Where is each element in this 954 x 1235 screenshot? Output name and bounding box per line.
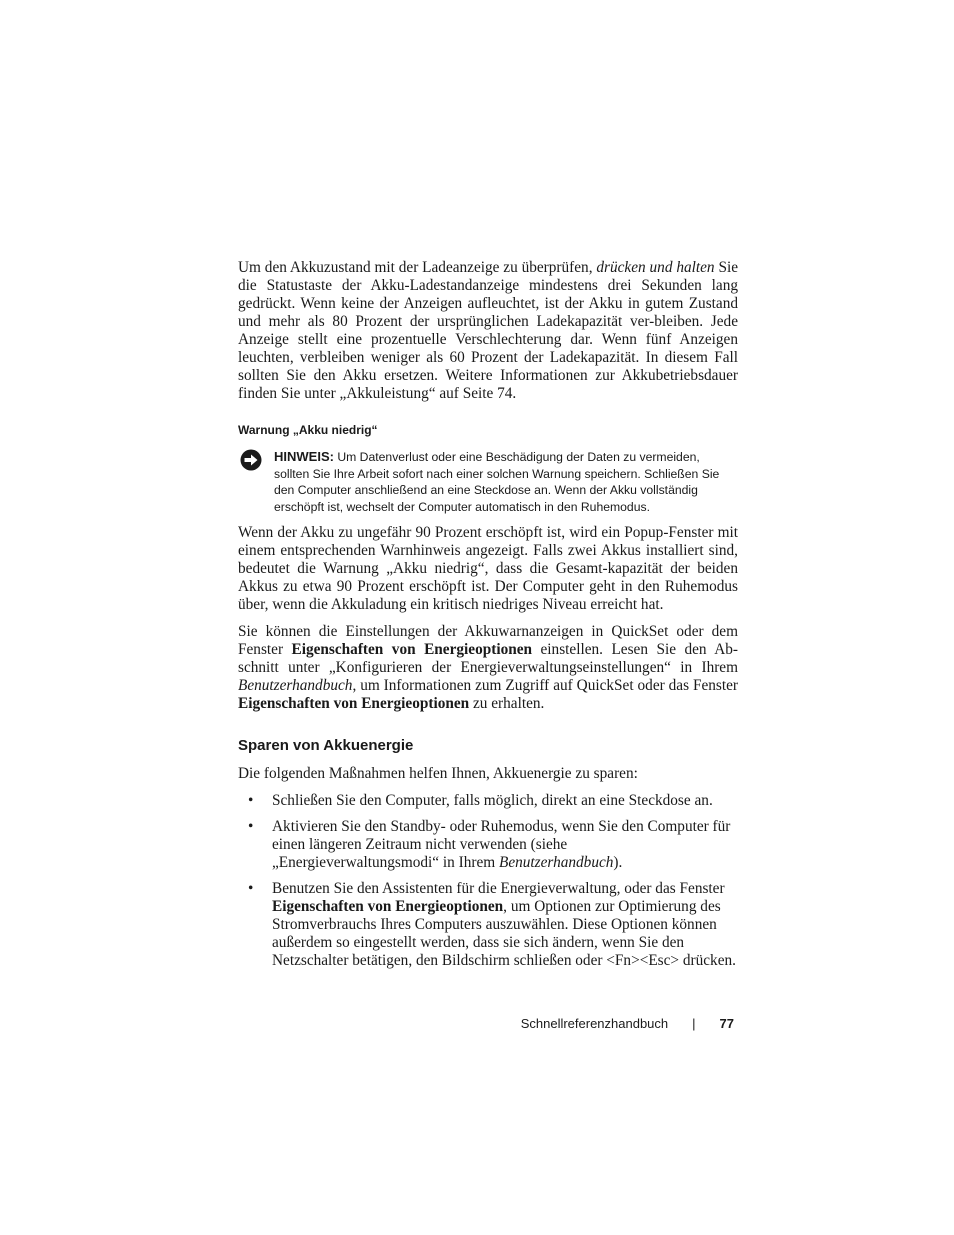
settings-text-b: einstellen. Lesen Sie den Ab-schnitt unter „Konfigurieren der Energieverwaltungseinstellungen“ in Ihrem [238,641,739,676]
settings-paragraph [238,623,738,713]
warning-paragraph: Wenn der Akku zu ungefähr 90 Prozent erschöpft ist, wird ein Popup-Fenster mit einem entsprechenden Warnhinweis angezeigt. Falls zwei Akkus installiert sind, bedeutet die Warnung „Akku niedrig“, dass die Gesamt-kapazität der beiden Akkus zu etwa 90 Prozent erschöpft ist. Der Computer geht in den Ruhemodus über, wenn die Akkuladung ein kritisch niedriges Niveau erreicht hat. [238,524,738,613]
page-content [238,259,738,978]
settings-bold-1: Eigenschaften von Energieoptionen [291,641,533,658]
list-item [238,880,738,970]
list-item [238,818,738,872]
page-number: 77 [719,1016,734,1031]
list-item-text: , um Optionen zur Optimierung des Stromverbrauchs Ihres Computers auszuwählen. Diese Optionen können außerdem so eingestellt werden, dass sie sich ändern, wenn Sie den Netzschalter betätigen, den Bildschirm schließen oder <Fn><Esc> drücken. [272,898,736,969]
intro-paragraph [238,259,738,403]
warning-heading: Warnung „Akku niedrig“ [238,423,378,437]
list-item-text: ). [613,854,623,871]
settings-text-d: zu erhalten. [469,695,545,712]
measures-list [238,792,738,970]
notice-box [238,449,738,515]
notice-body: Um Datenverlust oder eine Beschädigung der Daten zu vermeiden, sollten Sie Ihre Arbeit sofort nach einer solchen Warnung speichern. Schließen Sie den Computer anschließend an eine Steckdose an. Wenn der Akku vollständig erschöpft ist, wechselt der Computer automatisch in den Ruhemodus. [274,450,720,514]
settings-text-a: Sie können die Einstellungen der Akkuwarnanzeigen in QuickSet oder dem Fenster [238,623,738,658]
settings-italic: Benutzerhandbuch [238,677,353,694]
list-item-text: Aktivieren Sie den Standby- oder Ruhemodus, wenn Sie den Computer für einen längeren Zeitraum nicht verwenden (siehe „Energieverwaltungsmodi“ in Ihrem [272,818,731,871]
list-item-bold: Eigenschaften von Energieoptionen [272,898,504,915]
settings-bold-2: Eigenschaften von Energieoptionen [238,695,470,712]
bullet-icon: • [248,818,254,835]
intro-text-b: Sie die Statustaste der Akku-Ladestandanzeige mindestens drei Sekunden lang gedrückt. Wenn keine der Anzeigen aufleuchtet, ist der Akku in gutem Zustand und mehr als 80 Prozent der ursprünglichen Ladekapazität ver-bleiben. Jede Anzeige stellt eine prozentuelle Verschlechterung dar. Wenn fünf Anzeigen leuchten, verbleiben weniger als 60 Prozent der Ladekapazität. In diesem Fall sollten Sie den Akku ersetzen. Weitere Informationen zur Akkubetriebsdauer finden Sie unter „Akkuleistung“ auf Seite 74. [238,259,738,402]
bullet-icon: • [248,880,254,897]
footer-title: Schnellreferenzhandbuch [520,1016,669,1031]
measures-intro: Die folgenden Maßnahmen helfen Ihnen, Akkuenergie zu sparen: [238,765,638,782]
page-footer [238,1016,734,1032]
settings-text-c: , um Informationen zum Zugriff auf QuickSet oder das Fenster [352,677,738,694]
bullet-icon: • [248,792,254,809]
notice-arrow-icon [240,449,262,471]
intro-italic: drücken und halten [596,259,715,276]
footer-separator: | [692,1016,696,1031]
section-heading: Sparen von Akkuenergie [238,737,414,754]
notice-text [274,449,738,515]
list-item-italic: Benutzerhandbuch [498,854,614,871]
intro-text-a: Um den Akkuzustand mit der Ladeanzeige zu überprüfen, [238,259,597,276]
list-item [238,792,738,810]
list-item-text: Schließen Sie den Computer, falls möglich, direkt an eine Steckdose an. [272,792,713,809]
notice-label: HINWEIS: [274,449,334,464]
list-item-text: Benutzen Sie den Assistenten für die Energieverwaltung, oder das Fenster [272,880,725,897]
